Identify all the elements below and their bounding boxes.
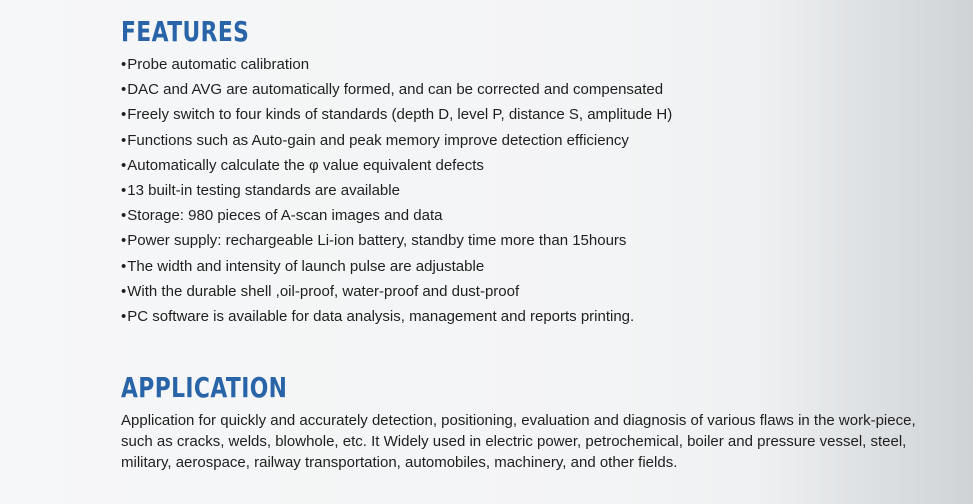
feature-item-text: 13 built-in testing standards are available bbox=[127, 182, 400, 200]
feature-item bbox=[121, 102, 672, 127]
bullet-icon: • bbox=[121, 282, 127, 300]
feature-item bbox=[121, 203, 672, 228]
bullet-icon: • bbox=[121, 81, 127, 99]
feature-item-text: DAC and AVG are automatically formed, and can be corrected and compensated bbox=[127, 81, 664, 99]
feature-item-text: Power supply: rechargeable Li-ion battery, standby time more than 15hours bbox=[127, 232, 627, 250]
feature-item bbox=[121, 254, 672, 279]
bullet-icon: • bbox=[121, 207, 127, 225]
bullet-icon: • bbox=[121, 182, 127, 200]
feature-item-text: With the durable shell ,oil-proof, water-proof and dust-proof bbox=[127, 282, 520, 300]
feature-item-text: The width and intensity of launch pulse are adjustable bbox=[127, 257, 485, 275]
feature-item bbox=[121, 304, 672, 329]
bullet-icon: • bbox=[121, 56, 127, 73]
bullet-icon: • bbox=[121, 232, 127, 250]
feature-item-text: Functions such as Auto-gain and peak memory improve detection efficiency bbox=[127, 131, 629, 149]
feature-item-text: Automatically calculate the φ value equivalent defects bbox=[127, 156, 484, 174]
features-heading: FEATURES bbox=[121, 15, 250, 48]
bullet-icon: • bbox=[121, 308, 127, 326]
feature-item-text: Probe automatic calibration bbox=[127, 56, 310, 73]
feature-item bbox=[121, 52, 672, 77]
bullet-icon: • bbox=[121, 257, 127, 275]
feature-item bbox=[121, 128, 672, 153]
feature-item bbox=[121, 279, 672, 304]
bullet-icon: • bbox=[121, 106, 127, 124]
application-paragraph: Application for quickly and accurately detection, positioning, evaluation and diagnosis of various flaws in the work-piece, such as cracks, welds, blowhole, etc. It Widely used in electric power, petrochemical, boiler and pressure vessel, steel, military, aerospace, railway transportation, automobiles, machinery, and other fields. bbox=[121, 412, 916, 472]
feature-item-text: Storage: 980 pieces of A-scan images and data bbox=[127, 207, 443, 225]
feature-item-text: PC software is available for data analysis, management and reports printing. bbox=[127, 308, 635, 326]
bullet-icon: • bbox=[121, 131, 127, 149]
feature-item-text: Freely switch to four kinds of standards (depth D, level P, distance S, amplitude H) bbox=[127, 106, 673, 124]
feature-item bbox=[121, 77, 672, 102]
bullet-icon: • bbox=[121, 156, 127, 174]
features-list bbox=[121, 52, 672, 329]
feature-item bbox=[121, 228, 672, 253]
feature-item bbox=[121, 178, 672, 203]
feature-item bbox=[121, 153, 672, 178]
application-heading: APPLICATION bbox=[121, 371, 288, 404]
